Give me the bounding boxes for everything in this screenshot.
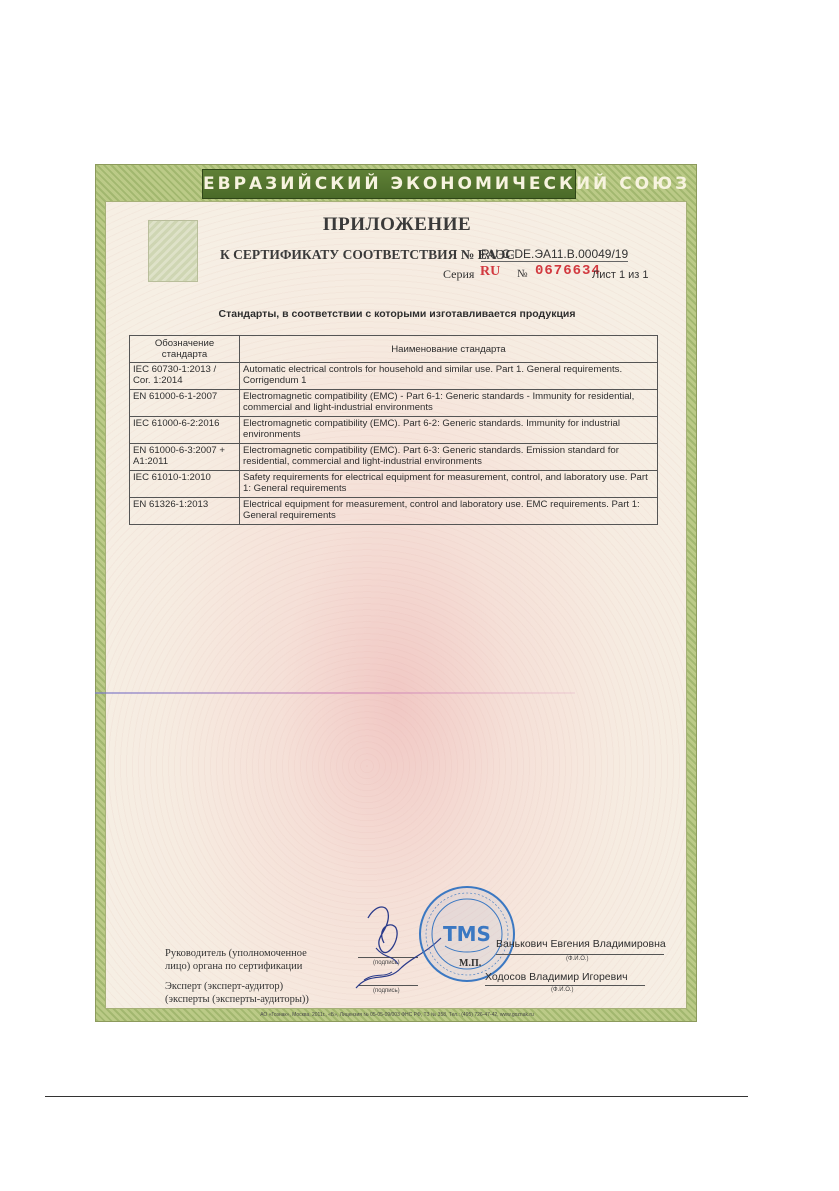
expert-label-line-1: Эксперт (эксперт-аудитор) bbox=[165, 981, 284, 992]
stamp-mark-label: М.П. bbox=[459, 958, 482, 969]
standards-table bbox=[129, 335, 658, 525]
union-banner: ЕВРАЗИЙСКИЙ ЭКОНОМИЧЕСКИЙ СОЮЗ bbox=[202, 169, 576, 199]
head-label-line-1: Руководитель (уполномоченное bbox=[165, 948, 307, 959]
document-title: ПРИЛОЖЕНИЕ bbox=[322, 214, 472, 235]
certificate-number: RU C-DE.ЭА11.B.00049/19 bbox=[481, 247, 629, 261]
column-header-code: Обозначение стандарта bbox=[130, 336, 240, 363]
series-value: RU bbox=[480, 264, 501, 279]
stamp-logo: TMS bbox=[443, 922, 491, 946]
scan-artifact-line bbox=[95, 692, 575, 694]
standard-name: Automatic electrical controls for household and similar use. Part 1. General requirements. Corrigendum 1 bbox=[240, 363, 658, 390]
table-row bbox=[130, 471, 658, 498]
expert-signature-caption: (подпись) bbox=[373, 988, 400, 994]
table-row bbox=[130, 417, 658, 444]
expert-name: Ходосов Владимир Игоревич bbox=[485, 971, 628, 983]
page-bottom-rule bbox=[45, 1096, 748, 1097]
standard-code: IEC 61000-6-2:2016 bbox=[130, 417, 240, 444]
standards-heading: Стандарты, в соответствии с которыми изготавливается продукция bbox=[218, 308, 576, 320]
head-signature-caption: (подпись) bbox=[373, 960, 400, 966]
column-header-name: Наименование стандарта bbox=[240, 336, 658, 363]
standard-code: EN 61326-1:2013 bbox=[130, 498, 240, 525]
standard-name: Electrical equipment for measurement, control and laboratory use. EMC requirements. Part 1: General requirements bbox=[240, 498, 658, 525]
standard-code: IEC 60730-1:2013 / Cor. 1:2014 bbox=[130, 363, 240, 390]
standard-code: EN 61000-6-1-2007 bbox=[130, 390, 240, 417]
table-row bbox=[130, 444, 658, 471]
head-label-line-2: лицо) органа по сертификации bbox=[165, 961, 303, 972]
certificate-appendix bbox=[95, 164, 697, 1022]
sheet-count: Лист 1 из 1 bbox=[592, 269, 649, 281]
table-row bbox=[130, 498, 658, 525]
standard-name: Electromagnetic compatibility (EMC). Part 6-2: Generic standards. Immunity for industrial environments bbox=[240, 417, 658, 444]
expert-label-line-2: (эксперты (эксперты-аудиторы)) bbox=[165, 994, 309, 1005]
expert-label bbox=[165, 980, 309, 1006]
head-name-line bbox=[496, 954, 664, 955]
standard-name: Safety requirements for electrical equipment for measurement, control, and laboratory use. Part 1: General requirements bbox=[240, 471, 658, 498]
table-row bbox=[130, 390, 658, 417]
printer-footer: АО «Гознак», Москва, 2011г., «Б», Лицензия № 05-05-09/003 ФНС РФ, ТЗ № 358, Тел.: (495) 726-47-42, www.goznak.ru bbox=[260, 1012, 534, 1018]
certificate-reference-label: К СЕРТИФИКАТУ СООТВЕТСТВИЯ № ЕАЭС bbox=[220, 247, 515, 262]
standard-code: EN 61000-6-3:2007 + A1:2011 bbox=[130, 444, 240, 471]
standard-name: Electromagnetic compatibility (EMC) - Part 6-1: Generic standards - Immunity for residential, commercial and light-industrial environments bbox=[240, 390, 658, 417]
standard-code: IEC 61010-1:2010 bbox=[130, 471, 240, 498]
certificate-body bbox=[105, 201, 687, 1009]
series-label: Серия bbox=[443, 267, 475, 281]
standard-name: Electromagnetic compatibility (EMC). Part 6-3: Generic standards. Emission standard for residential, commercial and light-industrial environments bbox=[240, 444, 658, 471]
expert-fio-caption: (Ф.И.О.) bbox=[551, 987, 574, 993]
table-row bbox=[130, 363, 658, 390]
tms-stamp bbox=[417, 884, 517, 984]
head-fio-caption: (Ф.И.О.) bbox=[566, 956, 589, 962]
head-name: Ванькович Евгения Владимировна bbox=[496, 938, 666, 950]
expert-name-line bbox=[485, 985, 645, 986]
number-label: № bbox=[517, 268, 528, 280]
head-of-body-label bbox=[165, 947, 307, 973]
serial-number: 0676634 bbox=[535, 263, 601, 279]
